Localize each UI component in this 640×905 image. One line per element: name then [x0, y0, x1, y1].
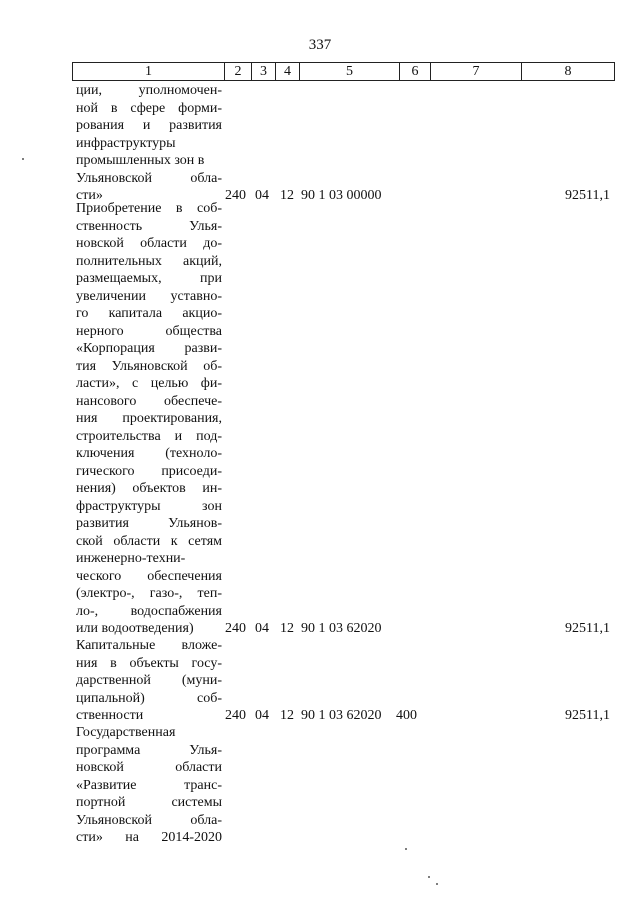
column-header-6: 6: [400, 63, 431, 81]
text-line: ласти», с целью фи-: [76, 376, 222, 391]
row-3-code-2: 240: [225, 708, 246, 723]
text-line: Приобретение в соб-: [76, 201, 222, 216]
row-3-amount: 92511,1: [565, 708, 610, 723]
row-1-code-4: 12: [280, 188, 294, 203]
text-line: ной в сфере форми-: [76, 100, 222, 116]
column-header-7: 7: [431, 63, 522, 81]
text-line: сти» на 2014-2020: [76, 830, 222, 845]
column-header-5: 5: [300, 63, 400, 81]
text-line: ло-, водоспабжения: [76, 603, 222, 619]
column-header-3: 3: [252, 63, 276, 81]
text-line: размещаемых, при: [76, 271, 222, 286]
text-line: портной системы: [76, 795, 222, 810]
text-line: новской области: [76, 760, 222, 775]
text-line: дарственной (муни-: [76, 673, 222, 688]
row-description-3: [76, 637, 222, 725]
text-line: ния проектирования,: [76, 411, 222, 426]
row-3-code-3: 04: [255, 708, 269, 723]
text-line: или водоотведения): [76, 621, 194, 636]
text-line: строительства и под-: [76, 428, 222, 444]
text-line: развития Ульянов-: [76, 516, 222, 531]
text-line: сти»: [76, 188, 103, 203]
scan-speck: [22, 158, 24, 160]
column-header-table: [72, 62, 615, 81]
text-line: ния в объекты госу-: [76, 655, 222, 671]
text-line: «Развитие транс-: [76, 777, 222, 793]
scan-speck: [436, 883, 438, 885]
text-line: ции, уполномочен-: [76, 83, 222, 98]
row-3-code-4: 12: [280, 708, 294, 723]
column-header-2: 2: [225, 63, 252, 81]
text-line: фраструктуры зон: [76, 498, 222, 514]
text-line: гического присоеди-: [76, 463, 222, 479]
scan-speck: [405, 848, 407, 850]
text-line: инженерно-техни-: [76, 551, 186, 566]
text-line: новской области до-: [76, 236, 222, 251]
text-line: программа Улья-: [76, 742, 222, 758]
text-line: промышленных зон в: [76, 153, 205, 168]
scan-speck: [428, 876, 430, 878]
text-line: ственности: [76, 708, 144, 723]
text-line: Государственная: [76, 725, 176, 740]
row-1-code-3: 04: [255, 188, 269, 203]
text-line: го капитала акцио-: [76, 306, 222, 321]
text-line: ской области к сетям: [76, 533, 222, 549]
text-line: Ульяновской обла-: [76, 170, 222, 186]
page-number: 337: [308, 37, 332, 53]
row-description-2: [76, 200, 222, 638]
text-line: «Корпорация разви-: [76, 341, 222, 356]
text-line: ключения (техноло-: [76, 446, 222, 461]
text-line: увеличении уставно-: [76, 288, 222, 304]
row-3-code-5: 90 1 03 62020: [301, 708, 382, 723]
text-line: нерного общества: [76, 323, 222, 339]
text-line: тия Ульяновской об-: [76, 358, 222, 374]
text-line: рования и развития: [76, 118, 222, 133]
row-1-code-5: 90 1 03 00000: [301, 188, 382, 203]
row-1-amount: 92511,1: [565, 188, 610, 203]
row-2-code-3: 04: [255, 621, 269, 636]
text-line: инфраструктуры: [76, 135, 176, 151]
row-2-code-2: 240: [225, 621, 246, 636]
row-description-1: [76, 82, 222, 205]
column-header-8: 8: [522, 63, 615, 81]
text-line: ческого обеспечения: [76, 568, 222, 584]
text-line: ципальной) соб-: [76, 690, 222, 706]
row-3-code-6: 400: [396, 708, 417, 723]
row-2-code-4: 12: [280, 621, 294, 636]
text-line: полнительных акций,: [76, 253, 222, 269]
row-2-amount: 92511,1: [565, 621, 610, 636]
row-1-code-2: 240: [225, 188, 246, 203]
text-line: (электро-, газо-, теп-: [76, 586, 222, 601]
column-header-4: 4: [276, 63, 300, 81]
row-2-code-5: 90 1 03 62020: [301, 621, 382, 636]
text-line: нения) объектов ин-: [76, 481, 222, 496]
text-line: нансового обеспече-: [76, 393, 222, 409]
text-line: Ульяновской обла-: [76, 812, 222, 828]
text-line: ственность Улья-: [76, 218, 222, 234]
text-line: Капитальные вложе-: [76, 638, 222, 653]
column-header-1: 1: [73, 63, 225, 81]
row-description-4: [76, 724, 222, 847]
